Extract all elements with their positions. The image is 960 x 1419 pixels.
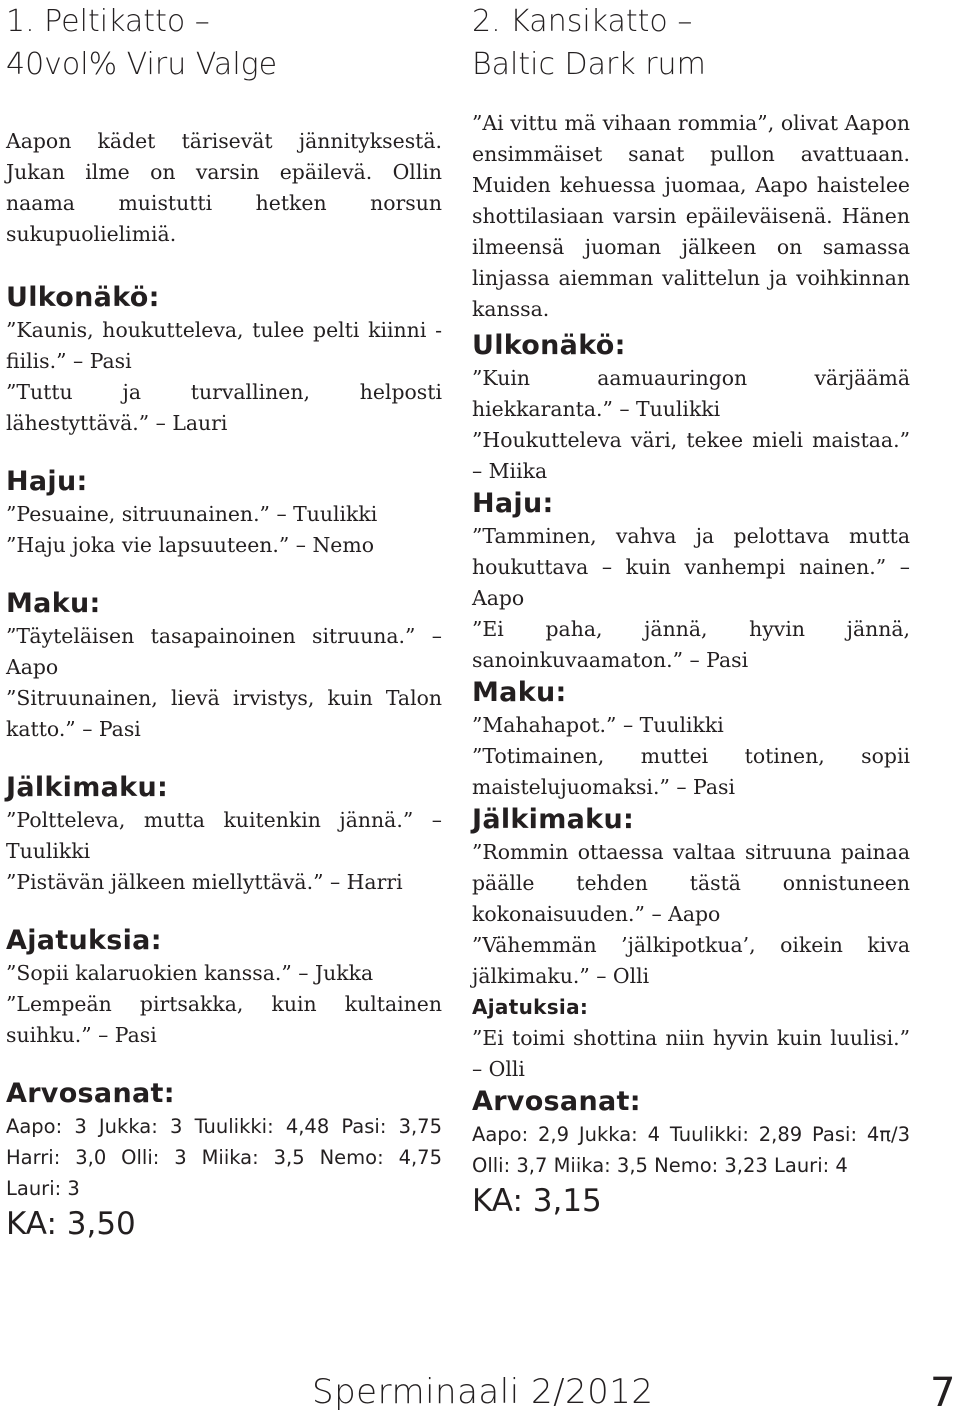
- quote: ”Mahahapot.” – Tuulikki: [472, 713, 724, 737]
- section-heading: Ajatuksia:: [472, 995, 589, 1019]
- section-heading: Haju:: [6, 466, 88, 497]
- left-article: [6, 0, 442, 1244]
- quote: ”Tuttu ja turvallinen, helposti lähestyttävä.” – Lauri: [6, 380, 442, 435]
- quote: ”Sopii kalaruokien kanssa.” – Jukka: [6, 961, 374, 985]
- section-heading: Jälkimaku:: [472, 804, 635, 835]
- scores-list: Aapo: 3 Jukka: 3 Tuulikki: 4,48 Pasi: 3,75 Harri: 3,0 Olli: 3 Miika: 3,5 Nemo: 4,75 Lauri: 3: [6, 1115, 442, 1200]
- scores-list: Aapo: 2,9 Jukka: 4 Tuulikki: 2,89 Pasi: 4π/3 Olli: 3,7 Miika: 3,5 Nemo: 3,23 Lauri: 4: [472, 1123, 910, 1177]
- quote: ”Totimainen, muttei totinen, sopii maistelujuomaksi.” – Pasi: [472, 744, 910, 799]
- average-score: KA: 3,15: [472, 1183, 602, 1219]
- section-heading: Maku:: [472, 677, 567, 708]
- section-heading: Ulkonäkö:: [472, 330, 626, 361]
- quote: ”Rommin ottaessa valtaa sitruuna painaa päälle tehden tästä onnistuneen kokonaisuuden.” – Aapo: [472, 840, 910, 926]
- quote: ”Tamminen, vahva ja pelottava mutta houkuttava – kuin vanhempi nainen.” – Aapo: [472, 524, 910, 610]
- quote: ”Kuin aamuauringon värjäämä hiekkaranta.” – Tuulikki: [472, 366, 910, 421]
- quote: ”Kaunis, houkutteleva, tulee pelti kiinni -fiilis.” – Pasi: [6, 318, 442, 373]
- scores-heading: Arvosanat:: [472, 1086, 641, 1117]
- quote: ”Houkutteleva väri, tekee mieli maistaa.” – Miika: [472, 428, 910, 483]
- quote: ”Pesuaine, sitruunainen.” – Tuulikki: [6, 502, 378, 526]
- magazine-name: Sperminaali 2/2012: [312, 1372, 654, 1412]
- quote: ”Sitruunainen, lievä irvistys, kuin Talon katto.” – Pasi: [6, 686, 442, 741]
- section-heading: Ajatuksia:: [6, 925, 162, 956]
- intro-text: Aapon kädet tärisevät jännityksestä. Jukan ilme on varsin epäilevä. Ollin naama muistutti hetken norsun sukupuolielimiä.: [6, 129, 442, 246]
- right-article: [472, 0, 910, 1221]
- quote: ”Pistävän jälkeen miellyttävä.” – Harri: [6, 870, 403, 894]
- section-heading: Haju:: [472, 488, 554, 519]
- scores-heading: Arvosanat:: [6, 1078, 175, 1109]
- section-heading: Ulkonäkö:: [6, 282, 160, 313]
- quote: ”Poltteleva, mutta kuitenkin jännä.” – Tuulikki: [6, 808, 442, 863]
- article-title: 1. Peltikatto – 40vol% Viru Valge: [6, 4, 278, 82]
- quote: ”Lempeän pirtsakka, kuin kultainen suihku.” – Pasi: [6, 992, 442, 1047]
- intro-text: ”Ai vittu mä vihaan rommia”, olivat Aapon ensimmäiset sanat pullon avattuaan. Muiden kehuessa juomaa, Aapo haistelee shottilasiaan varsin epäileväisenä. Hänen ilmeensä juoman jälkeen on samassa linjassa aiemman valittelun ja voihkinnan kanssa.: [472, 111, 910, 321]
- quote: ”Täyteläisen tasapainoinen sitruuna.” – Aapo: [6, 624, 442, 679]
- average-score: KA: 3,50: [6, 1206, 136, 1242]
- page-number: 7: [930, 1370, 956, 1416]
- quote: ”Haju joka vie lapsuuteen.” – Nemo: [6, 533, 374, 557]
- section-heading: Jälkimaku:: [6, 772, 169, 803]
- quote: ”Ei paha, jännä, hyvin jännä, sanoinkuvaamaton.” – Pasi: [472, 617, 910, 672]
- article-title: 2. Kansikatto – Baltic Dark rum: [472, 4, 706, 82]
- section-heading: Maku:: [6, 588, 101, 619]
- quote: ”Vähemmän ’jälkipotkua’, oikein kiva jälkimaku.” – Olli: [472, 933, 910, 988]
- quote: ”Ei toimi shottina niin hyvin kuin luulisi.” – Olli: [472, 1026, 910, 1081]
